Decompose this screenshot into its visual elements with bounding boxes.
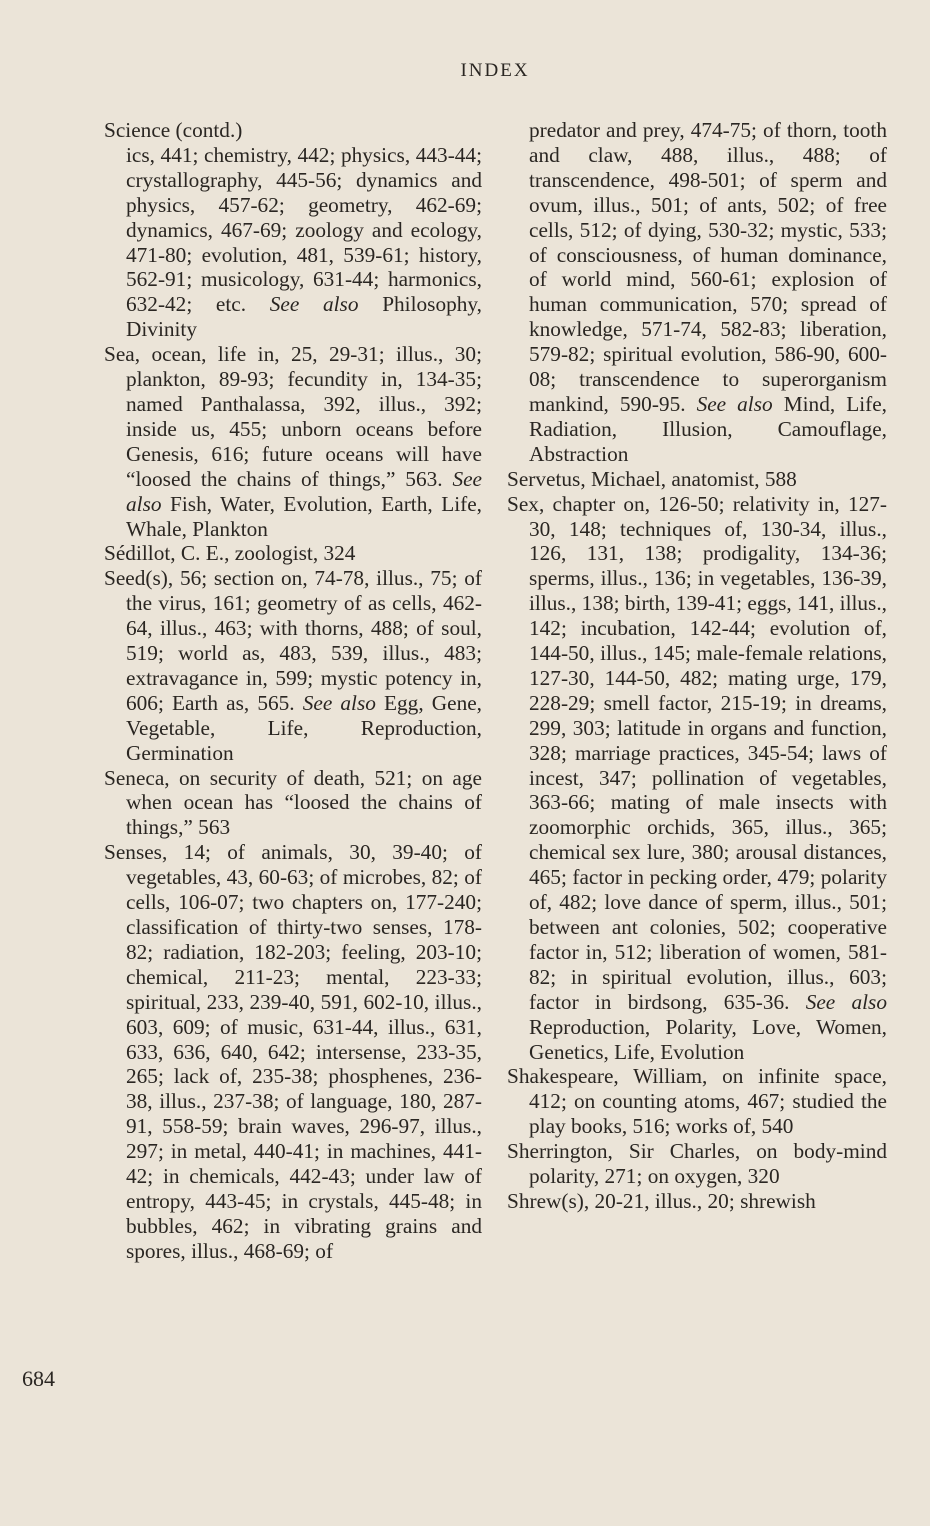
entry-text: Sea, ocean, life in, 25, 29-31; illus., 30; plankton, 89-93; fecundity in, 134-35; named Panthalassa, 392, illus., 392; inside us, 455; unborn oceans before Genesis, 616; future oceans will have “loosed the chains of things,” 563. xyxy=(104,342,482,491)
running-header: INDEX xyxy=(460,60,530,81)
index-column-right xyxy=(507,118,887,1214)
see-also-label: See also xyxy=(696,391,773,416)
index-entry-servetus xyxy=(507,467,887,492)
entry-text: Shrew(s), 20-21, illus., 20; shrewish xyxy=(507,1188,816,1213)
see-also-label: See also xyxy=(126,466,482,516)
see-also-label: See also xyxy=(805,989,887,1014)
index-entry-sherrington xyxy=(507,1139,887,1189)
index-entry-shrews xyxy=(507,1189,887,1214)
index-entry-senses-continued xyxy=(507,118,887,467)
see-also-label: See also xyxy=(302,690,376,715)
index-entry-seneca xyxy=(104,766,482,841)
entry-text: Sherrington, Sir Charles, on body-mind polarity, 271; on oxygen, 320 xyxy=(507,1139,887,1189)
see-also-refs: Mind, Life, Radiation, Illusion, Camouflage, Abstraction xyxy=(529,391,887,466)
entry-head: Science (contd.) xyxy=(104,118,243,142)
index-entry-sea xyxy=(104,342,482,541)
see-also-refs: Philosophy, Divinity xyxy=(126,292,482,342)
index-entry-shakespeare xyxy=(507,1064,887,1139)
entry-text: predator and prey, 474-75; of thorn, tooth and claw, 488, illus., 488; of transcendence, 498-501; of sperm and ovum, illus., 501; of ants, 502; of free cells, 512; of dying, 530-32; mystic, 533; of consciousness, of human dominance, of world mind, 560-61; explosion of human communication, 570; spread of knowledge, 571-74, 582-83; liberation, 579-82; spiritual evolution, 586-90, 600-08; transcendence to superorganism mankind, 590-95. xyxy=(529,118,887,416)
index-entry-sedillot xyxy=(104,541,482,566)
page-number: 684 xyxy=(22,1366,55,1391)
index-column-left xyxy=(104,118,482,1264)
entry-text: Sédillot, C. E., zoologist, 324 xyxy=(104,541,356,566)
see-also-refs: Egg, Gene, Vegetable, Life, Reproduction, Germination xyxy=(126,690,483,765)
index-entry-science xyxy=(104,118,482,342)
entry-text: Seed(s), 56; section on, 74-78, illus., 75; of the virus, 161; geometry of as cells, 462-64, illus., 463; with thorns, 488; of soul, 519; world as, 483, 539, illus., 483; extravagance in, 599; mystic potency in, 606; Earth as, 565. xyxy=(104,566,482,715)
entry-text: Servetus, Michael, anatomist, 588 xyxy=(507,466,797,491)
entry-text: Senses, 14; of animals, 30, 39-40; of vegetables, 43, 60-63; of microbes, 82; of cells, 106-07; two chapters on, 177-240; classification of thirty-two senses, 178-82; radiation, 182-203; feeling, 203-10; chemical, 211-23; mental, 223-33; spiritual, 233, 239-40, 591, 602-10, illus., 603, 609; of music, 631-44, illus., 631, 633, 636, 640, 642; intersense, 233-35, 265; lack of, 235-38; phosphenes, 236-38, illus., 237-38; of language, 180, 287-91, 558-59; brain waves, 296-97, illus., 297; in metal, 440-41; in machines, 441-42; in chemicals, 442-43; under law of entropy, 443-45; in crystals, 445-48; in bubbles, 462; in vibrating grains and spores, illus., 468-69; of xyxy=(104,840,482,1263)
see-also-refs: Fish, Water, Evolution, Earth, Life, Whale, Plankton xyxy=(126,491,482,541)
index-entry-sex xyxy=(507,492,887,1065)
entry-text: Sex, chapter on, 126-50; relativity in, 127-30, 148; techniques of, 130-34, illus., 126, 131, 138; prodigality, 134-36; sperms, illus., 136; in vegetables, 136-39, illus., 138; birth, 139-41; eggs, 141, illus., 142; incubation, 142-44; evolution of, 144-50, illus., 145; male-female relations, 127-30, 144-50, 482; mating urge, 179, 228-29; smell factor, 215-19; in dreams, 299, 303; latitude in organs and function, 328; marriage practices, 345-54; laws of incest, 347; pollination of vegetables, 363-66; mating of male insects with zoomorphic orchids, 365, illus., 365; chemical sex lure, 380; arousal distances, 465; factor in pecking order, 479; polarity of, 482; love dance of sperm, illus., 501; between ant colonies, 502; cooperative factor in, 512; liberation of women, 581-82; in spiritual evolution, illus., 603; factor in birdsong, 635-36. xyxy=(507,491,887,1014)
see-also-refs: Reproduction, Polarity, Love, Women, Genetics, Life, Evolution xyxy=(529,1014,887,1064)
see-also-label: See also xyxy=(269,292,359,317)
entry-text: Shakespeare, William, on infinite space, 412; on counting atoms, 467; studied the play books, 516; works of, 540 xyxy=(507,1064,887,1139)
entry-text: Seneca, on security of death, 521; on age when ocean has “loosed the chains of things,” 563 xyxy=(104,765,482,840)
index-entry-seeds xyxy=(104,566,482,765)
index-entry-senses xyxy=(104,840,482,1263)
entry-text: ics, 441; chemistry, 442; physics, 443-44; crystallography, 445-56; dynamics and physics, 457-62; geometry, 462-69; dynamics, 467-69; zoology and ecology, 471-80; evolution, 481, 539-61; history, 562-91; musicology, 631-44; harmonics, 632-42; etc. xyxy=(126,142,482,317)
